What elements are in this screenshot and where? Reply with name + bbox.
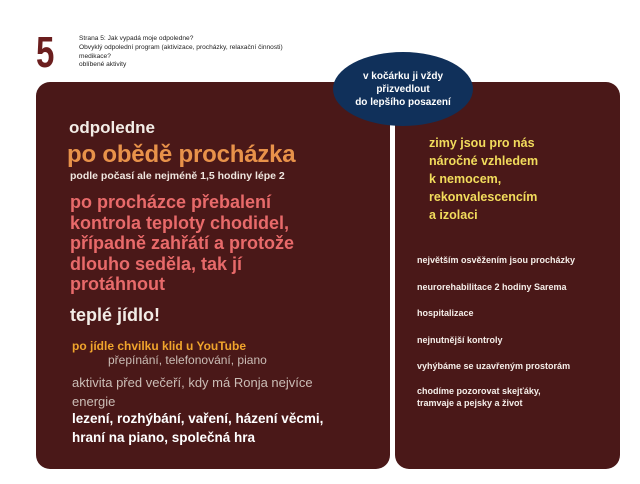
notes-item bbox=[417, 385, 541, 409]
page-header-notes bbox=[79, 35, 339, 70]
bubble-line: přizvedlout bbox=[376, 83, 430, 95]
activity-note-line: aktivita před večeří, kdy má Ronja nejvíce bbox=[72, 375, 313, 390]
winter-note bbox=[429, 134, 538, 224]
notes-item-line: tramvaje a pejsky a život bbox=[417, 398, 523, 408]
activity-note-line: energie bbox=[72, 394, 116, 409]
bubble-line: v kočárku ji vždy bbox=[362, 70, 444, 82]
rest-subnote: přepínání, telefonování, piano bbox=[108, 353, 267, 367]
notes-item: vyhýbáme se uzavřeným prostorám bbox=[417, 361, 571, 371]
notes-item: hospitalizace bbox=[417, 308, 474, 318]
walk-detail-line: protáhnout bbox=[70, 274, 165, 294]
activities-line: hraní na piano, společná hra bbox=[72, 430, 256, 445]
header-line: medikace? bbox=[79, 52, 111, 60]
walk-heading: po obědě procházka bbox=[67, 141, 296, 168]
activity-note bbox=[72, 373, 313, 411]
header-line: Strana 5: Jak vypadá moje odpoledne? bbox=[79, 35, 194, 42]
walk-detail-line: dlouho seděla, tak jí bbox=[70, 253, 243, 274]
winter-line: zimy jsou pro nás bbox=[429, 136, 535, 150]
header-line: Obvyklý odpolední program (aktivizace, procházky, relaxační činnosti) bbox=[79, 43, 283, 51]
activities-line: lezení, rozhýbání, vaření, házení věcmi, bbox=[72, 411, 324, 426]
warm-food-heading: teplé jídlo! bbox=[70, 305, 160, 325]
notes-item: neurorehabilitace 2 hodiny Sarema bbox=[417, 282, 567, 292]
winter-line: rekonvalescencím bbox=[429, 190, 538, 204]
walk-details bbox=[70, 192, 294, 295]
walk-detail-line: po procházce přebalení bbox=[70, 192, 272, 212]
winter-line: náročné vzhledem bbox=[429, 154, 539, 168]
winter-line: a izolaci bbox=[429, 208, 478, 222]
walk-detail-line: případně zahřátí a protože bbox=[70, 233, 295, 253]
activities-list bbox=[72, 409, 323, 447]
page-number: 5 bbox=[36, 28, 55, 77]
rest-note: po jídle chvilku klid u YouTube bbox=[72, 339, 247, 353]
header-line: oblíbené aktivity bbox=[79, 61, 127, 69]
notes-item: největším osvěžením jsou procházky bbox=[417, 255, 576, 265]
walk-detail-line: kontrola teploty chodidel, bbox=[70, 212, 290, 233]
bubble-line: do lepšího posazení bbox=[355, 96, 451, 108]
stroller-note-bubble bbox=[333, 52, 473, 126]
weather-note: podle počasí ale nejméně 1,5 hodiny lépe 2 bbox=[70, 170, 285, 182]
notes-item-line: chodíme pozorovat skejťáky, bbox=[417, 386, 541, 396]
afternoon-heading: odpoledne bbox=[69, 118, 155, 137]
notes-item: nejnutnější kontroly bbox=[417, 335, 503, 345]
winter-line: k nemocem, bbox=[429, 172, 502, 186]
